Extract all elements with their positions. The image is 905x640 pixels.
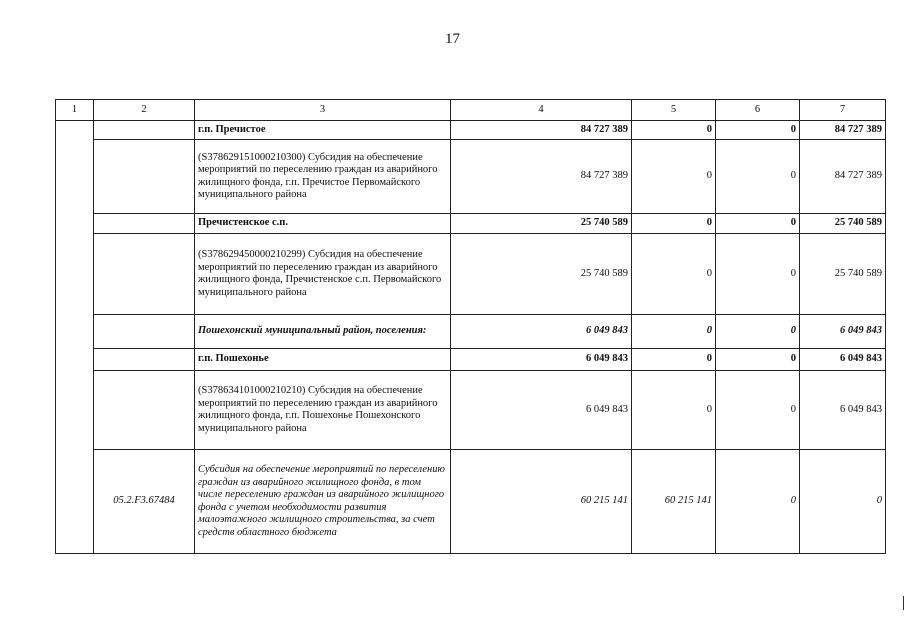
header-cell: 1 [56,100,94,121]
table-row [56,315,886,349]
col7-value: 6 049 843 [800,315,886,349]
header-row [56,100,886,121]
col4-value: 6 049 843 [451,349,632,371]
col5-value: 0 [632,234,716,315]
description-cell: (S378629151000210300) Субсидия на обеспечение мероприятий по переселению граждан из аварийного жилищного фонда, г.п. Пречистое Первомайского муниципального района [195,140,451,214]
table-row [56,349,886,371]
description-cell: Субсидия на обеспечение мероприятий по переселению граждан из аварийного жилищного фонда, в том числе переселению граждан из аварийного жилищного фонда с учетом необходимости развития малоэтажного жилищного строительства, за счет средств областного бюджета [195,450,451,554]
table-row [56,450,886,554]
description-cell: г.п. Пошехонье [195,349,451,371]
col5-value: 0 [632,140,716,214]
col4-value: 60 215 141 [451,450,632,554]
header-cell: 2 [94,100,195,121]
col5-value: 0 [632,214,716,234]
col4-value: 6 049 843 [451,371,632,450]
code-cell [94,140,195,214]
description-cell: Пречистенское с.п. [195,214,451,234]
col5-value: 0 [632,315,716,349]
code-cell [94,371,195,450]
col6-value: 0 [716,450,800,554]
col7-value: 6 049 843 [800,371,886,450]
code-cell [94,234,195,315]
col7-value: 6 049 843 [800,349,886,371]
header-cell: 5 [632,100,716,121]
col7-value: 0 [800,450,886,554]
col5-value: 0 [632,349,716,371]
col6-value: 0 [716,315,800,349]
table-row [56,140,886,214]
col4-value: 6 049 843 [451,315,632,349]
col4-value: 84 727 389 [451,121,632,140]
header-cell: 4 [451,100,632,121]
col6-value: 0 [716,121,800,140]
col4-value: 25 740 589 [451,214,632,234]
col7-value: 84 727 389 [800,121,886,140]
col7-value: 25 740 589 [800,214,886,234]
col6-value: 0 [716,234,800,315]
budget-table [55,99,886,554]
table-row [56,214,886,234]
table-row [56,234,886,315]
code-cell [94,349,195,371]
description-cell: (S378634101000210210) Субсидия на обеспечение мероприятий по переселению граждан из аварийного жилищного фонда, г.п. Пошехонье Пошехонского муниципального района [195,371,451,450]
col5-value: 60 215 141 [632,450,716,554]
code-cell [94,315,195,349]
col6-value: 0 [716,214,800,234]
col5-value: 0 [632,121,716,140]
col6-value: 0 [716,140,800,214]
col6-value: 0 [716,349,800,371]
header-cell: 6 [716,100,800,121]
col5-value: 0 [632,371,716,450]
description-cell: г.п. Пречистое [195,121,451,140]
code-cell [94,214,195,234]
col4-value: 25 740 589 [451,234,632,315]
header-cell: 7 [800,100,886,121]
col7-value: 25 740 589 [800,234,886,315]
table-row [56,121,886,140]
table-row [56,371,886,450]
description-cell: (S378629450000210299) Субсидия на обеспечение мероприятий по переселению граждан из аварийного жилищного фонда, Пречистенское с.п. Первомайского муниципального района [195,234,451,315]
page-number: 17 [445,31,460,47]
scan-mark [903,596,904,610]
col7-value: 84 727 389 [800,140,886,214]
col6-value: 0 [716,371,800,450]
description-cell: Пошехонский муниципальный район, поселения: [195,315,451,349]
col1-cell [56,121,94,554]
code-cell [94,121,195,140]
code-cell: 05.2.F3.67484 [94,450,195,554]
header-cell: 3 [195,100,451,121]
col4-value: 84 727 389 [451,140,632,214]
